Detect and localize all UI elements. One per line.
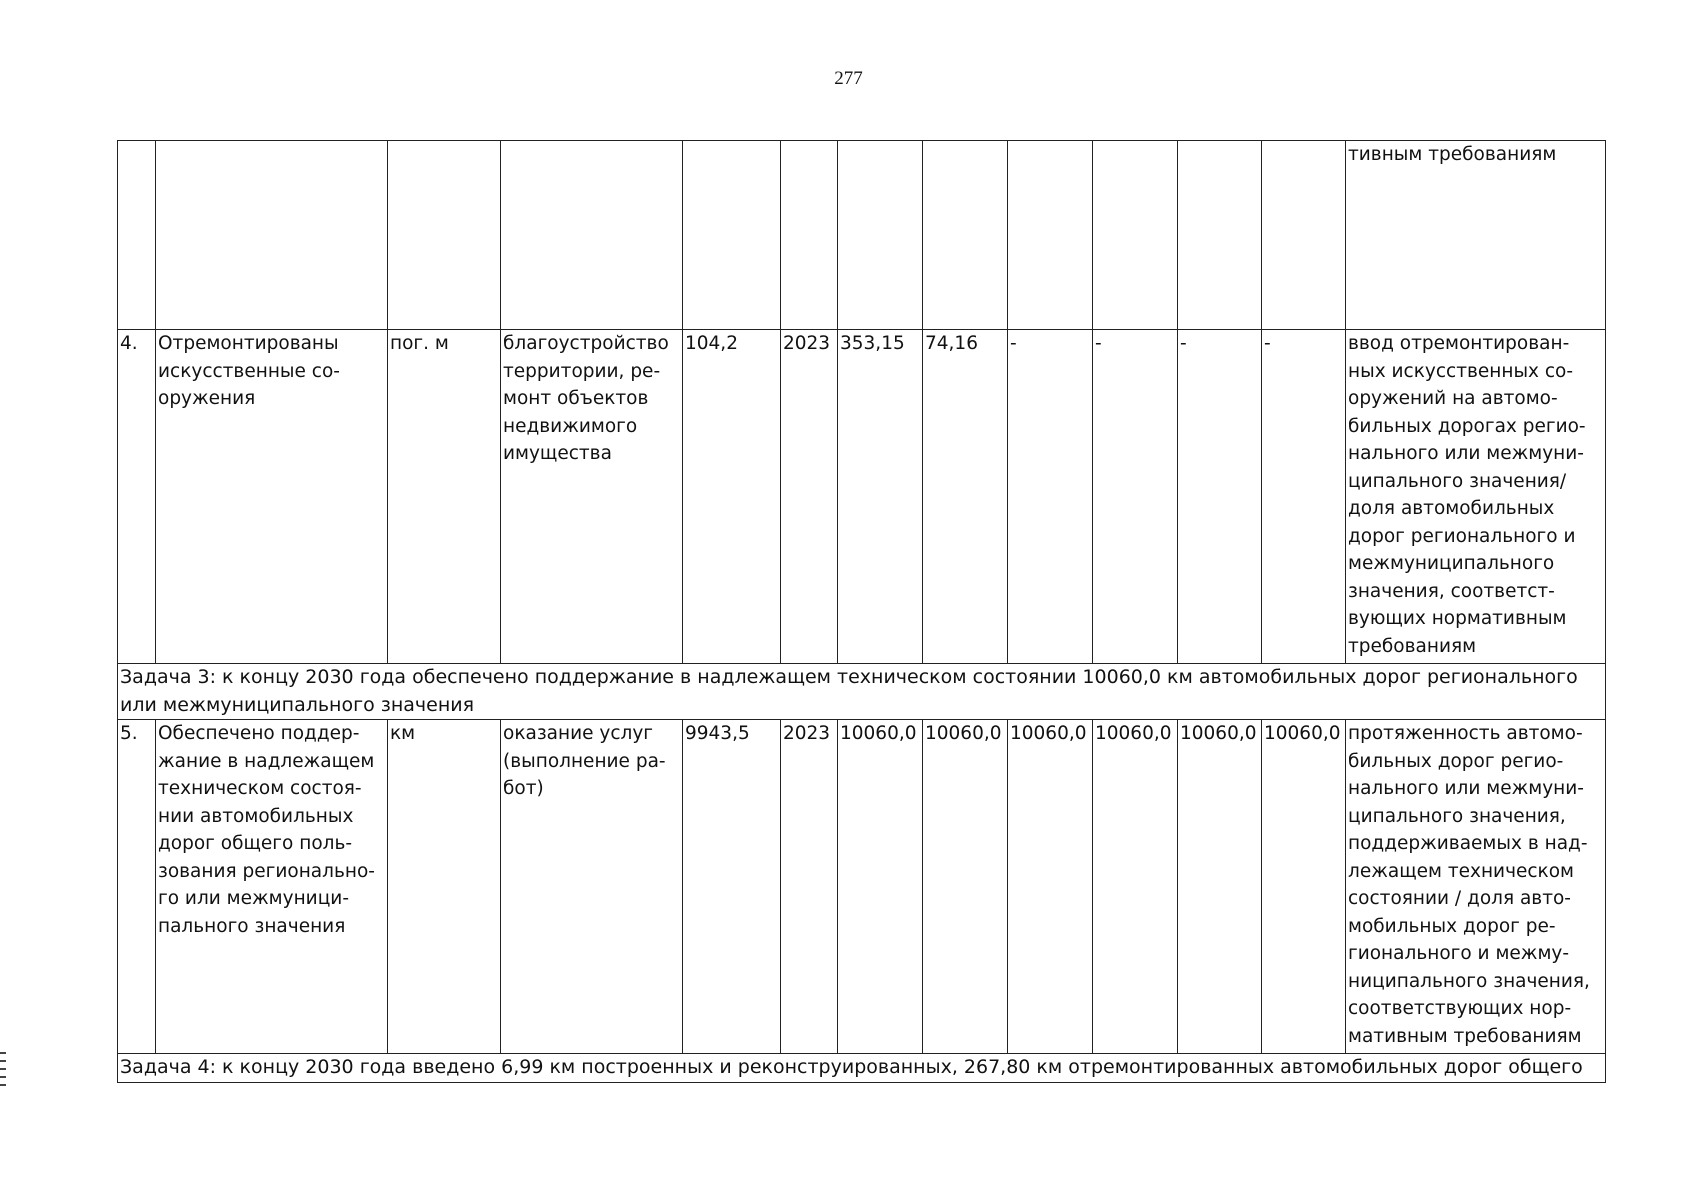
results-table — [117, 140, 1606, 1083]
cell-value: 10060,0 — [1008, 720, 1093, 1054]
cell-num: 5. — [118, 720, 156, 1054]
task-4-text: Задача 4: к концу 2030 года введено 6,99 км построенных и реконструированных, 267,80 км отремонтированных автомобильных дорог общего — [118, 1054, 1606, 1083]
cell-value — [923, 141, 1008, 330]
table-row-5 — [118, 720, 1606, 1054]
cell-type: оказание услуг (выполнение ра-бот) — [501, 720, 683, 1054]
cell-value — [1093, 141, 1178, 330]
cell-base-year — [781, 141, 838, 330]
cell-value — [1178, 141, 1262, 330]
task-4-row — [118, 1054, 1606, 1083]
cell-value: 10060,0 — [923, 720, 1008, 1054]
cell-value: - — [1008, 330, 1093, 664]
cell-name: Отремонтированы искусственные со-оружения — [156, 330, 388, 664]
cell-unit: км — [388, 720, 501, 1054]
cell-num: 4. — [118, 330, 156, 664]
cell-value — [1262, 141, 1346, 330]
cell-unit: пог. м — [388, 330, 501, 664]
cell-type — [501, 141, 683, 330]
cell-name — [156, 141, 388, 330]
cell-num — [118, 141, 156, 330]
cell-value: - — [1093, 330, 1178, 664]
task-3-text: Задача 3: к концу 2030 года обеспечено поддержание в надлежащем техническом состоянии 10060,0 км автомобильных дорог регионального или межмуниципального значения — [118, 664, 1606, 720]
cell-value: 10060,0 — [1262, 720, 1346, 1054]
cell-indicator: ввод отремонтирован-ных искусственных со-оружений на автомо-бильных дорогах регио-нального или межмуни-ципального значения/ доля автомобильных дорог регионального и межмуниципального значения, соответст-вующих нормативным требованиям — [1346, 330, 1606, 664]
cell-base-value: 104,2 — [683, 330, 781, 664]
cell-value: - — [1178, 330, 1262, 664]
cell-base-value: 9943,5 — [683, 720, 781, 1054]
cell-value: 74,16 — [923, 330, 1008, 664]
cell-value — [1008, 141, 1093, 330]
cell-base-year: 2023 — [781, 720, 838, 1054]
cell-unit — [388, 141, 501, 330]
table-row-continued — [118, 141, 1606, 330]
cell-value: 10060,0 — [838, 720, 923, 1054]
cell-value: - — [1262, 330, 1346, 664]
table-row-4 — [118, 330, 1606, 664]
cell-indicator: протяженность автомо-бильных дорог регио-нального или межмуни-ципального значения, поддерживаемых в над-лежащем техническом состоянии / доля авто-мобильных дорог ре-гионального и межму-ниципального значения, соответствующих нор-мативным требованиям — [1346, 720, 1606, 1054]
cell-base-value — [683, 141, 781, 330]
page-number: 277 — [834, 68, 863, 89]
cell-type: благоустройство территории, ре-монт объектов недвижимого имущества — [501, 330, 683, 664]
scan-edge-marks — [0, 1052, 6, 1098]
cell-value — [838, 141, 923, 330]
cell-base-year: 2023 — [781, 330, 838, 664]
cell-indicator: тивным требованиям — [1346, 141, 1606, 330]
cell-value: 10060,0 — [1093, 720, 1178, 1054]
cell-value: 10060,0 — [1178, 720, 1262, 1054]
cell-name: Обеспечено поддер-жание в надлежащем техническом состоя-нии автомобильных дорог общего поль-зования регионально-го или межмуници-пального значения — [156, 720, 388, 1054]
task-3-row — [118, 664, 1606, 720]
cell-value: 353,15 — [838, 330, 923, 664]
